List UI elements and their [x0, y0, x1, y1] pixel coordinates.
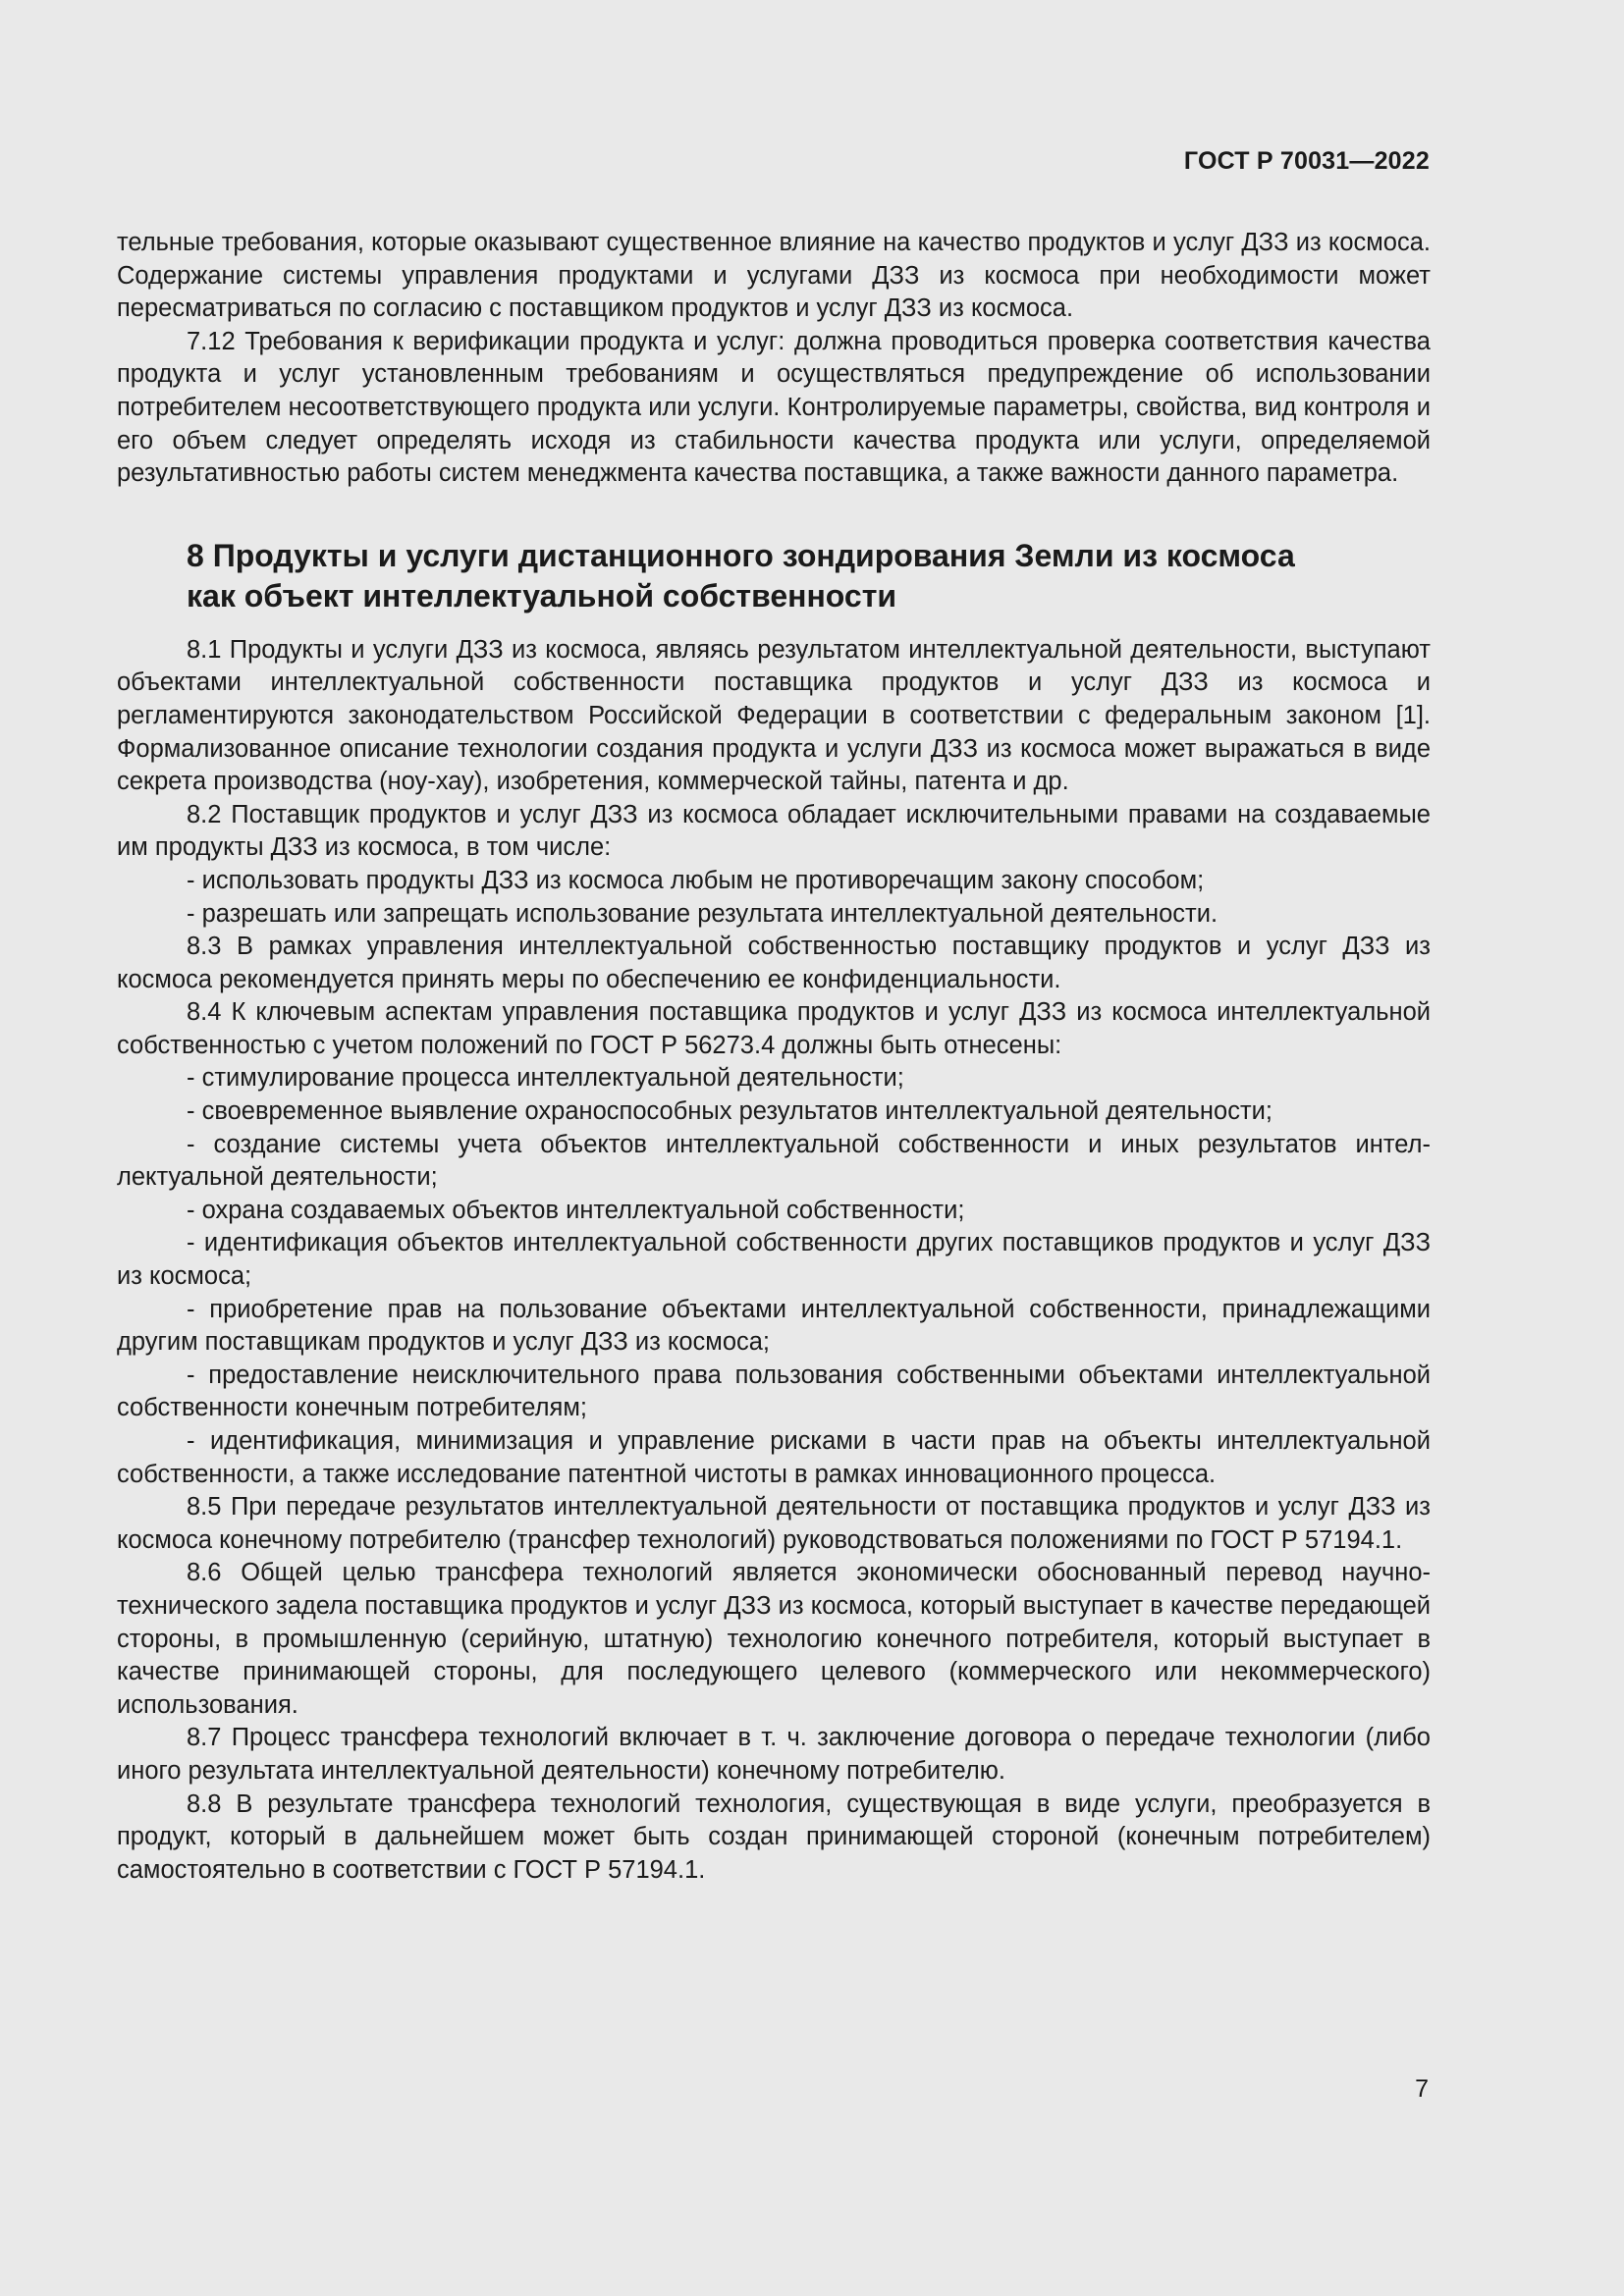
paragraph-8-1: 8.1 Продукты и услуги ДЗЗ из космоса, являясь результатом интеллектуальной деятельности, выступают объектами интеллектуальной собственности поставщика продуктов и услуг ДЗЗ из космоса и регламентируются законодательством Российской Федерации в соответствии с федеральным законом [1]. Формализованное описание технологии создания продукта и услуги ДЗЗ из космоса может выражаться в виде секрета производства (ноу-хау), изобретения, коммерческой тайны, патента и др. [117, 635, 1431, 796]
paragraph-continuation: тельные требования, которые оказывают существенное влияние на качество продуктов и услуг ДЗЗ из космоса. Содержание системы управления продуктами и услугами ДЗЗ из космоса при необходимости может пересматриваться по согласию с поставщиком продуктов и услуг ДЗЗ из космоса. [117, 229, 1431, 323]
list-item: - своевременное выявление охраноспособных результатов интеллектуальной деятельности; [187, 1097, 1272, 1126]
section-8-title [187, 536, 1404, 616]
paragraph-8-6: 8.6 Общей целью трансфера технологий является экономически обоснованный перевод научно-технического задела поставщика продуктов и услуг ДЗЗ из космоса, который выступает в качестве передающей стороны, в промышленную (серийную, штатную) технологию конечного потребителя, который выступает в качестве принимающей стороны, для последующего целевого (коммерческого или некоммерческого) использования. [117, 1559, 1431, 1719]
section-title-line-1: 8 Продукты и услуги дистанционного зондирования Земли из космоса [187, 537, 1295, 573]
list-item: - стимулирование процесса интеллектуальной деятельности; [187, 1064, 904, 1093]
list-item: - предоставление неисключительного права пользования собственными объектами интеллектуальной собственности конечным потребителям; [117, 1361, 1431, 1422]
paragraph-7-12: 7.12 Требования к верификации продукта и услуг: должна проводиться проверка соответствия качества продукта и услуг установленным требованиям и осуществляться предупреждение об использовании потребителем несоответствующего продукта или услуги. Контролируемые параметры, свойства, вид контроля и его объем следует определять исходя из стабильности качества продукта или услуги, определяемой результативностью работы систем менеджмента качества поставщика, а также важности данного параметра. [117, 327, 1431, 488]
list-item: - приобретение прав на пользование объектами интеллектуальной собственности, принадлежащими другим поставщикам продуктов и услуг ДЗЗ из космоса; [117, 1295, 1431, 1357]
paragraph-8-7: 8.7 Процесс трансфера технологий включает в т. ч. заключение договора о передаче технологии (либо иного результата интеллектуальной деятельности) конечному потребителю. [117, 1724, 1431, 1785]
paragraph-8-4: 8.4 К ключевым аспектам управления поставщика продуктов и услуг ДЗЗ из космоса интеллектуальной собственностью с учетом положений по ГОСТ Р 56273.4 должны быть отнесены: [117, 998, 1431, 1059]
list-item: - создание системы учета объектов интеллектуальной собственности и иных результатов интеллектуальной деятельности; [117, 1130, 1431, 1192]
section-title-line-2: как объект интеллектуальной собственности [187, 577, 897, 614]
paragraph-8-2: 8.2 Поставщик продуктов и услуг ДЗЗ из космоса обладает исключительными правами на создаваемые им продукты ДЗЗ из космоса, в том числе: [117, 800, 1431, 862]
page-body [117, 227, 1431, 1887]
list-item: - использовать продукты ДЗЗ из космоса любым не противоречащим закону способом; [187, 866, 1205, 894]
paragraph-8-8: 8.8 В результате трансфера технологий технология, существующая в виде услуги, преобразуется в продукт, который в дальнейшем может быть создан принимающей стороной (конечным потребителем) самостоятельно в соответствии с ГОСТ Р 57194.1. [117, 1789, 1431, 1884]
paragraph-8-5: 8.5 При передаче результатов интеллектуальной деятельности от поставщика продуктов и услуг ДЗЗ из космоса конечному потребителю (трансфер технологий) руководствоваться положениями по ГОСТ Р 57194.1. [117, 1493, 1431, 1554]
list-item: - разрешать или запрещать использование результата интеллектуальной деятельности. [187, 899, 1218, 928]
paragraph-8-3: 8.3 В рамках управления интеллектуальной собственностью поставщику продуктов и услуг ДЗЗ из космоса рекомендуется принять меры по обеспечению ее конфиденциальности. [117, 933, 1431, 993]
document-header: ГОСТ Р 70031—2022 [1183, 147, 1430, 175]
list-item: - идентификация, минимизация и управление рисками в части прав на объекты интеллектуальной собственности, а также исследование патентной чистоты в рамках инновационного процесса. [117, 1427, 1431, 1488]
page-number: 7 [1415, 2075, 1429, 2103]
list-item: - охрана создаваемых объектов интеллектуальной собственности; [187, 1196, 965, 1224]
list-item: - идентификация объектов интеллектуальной собственности других поставщиков продуктов и услуг ДЗЗ из космоса; [117, 1229, 1431, 1291]
